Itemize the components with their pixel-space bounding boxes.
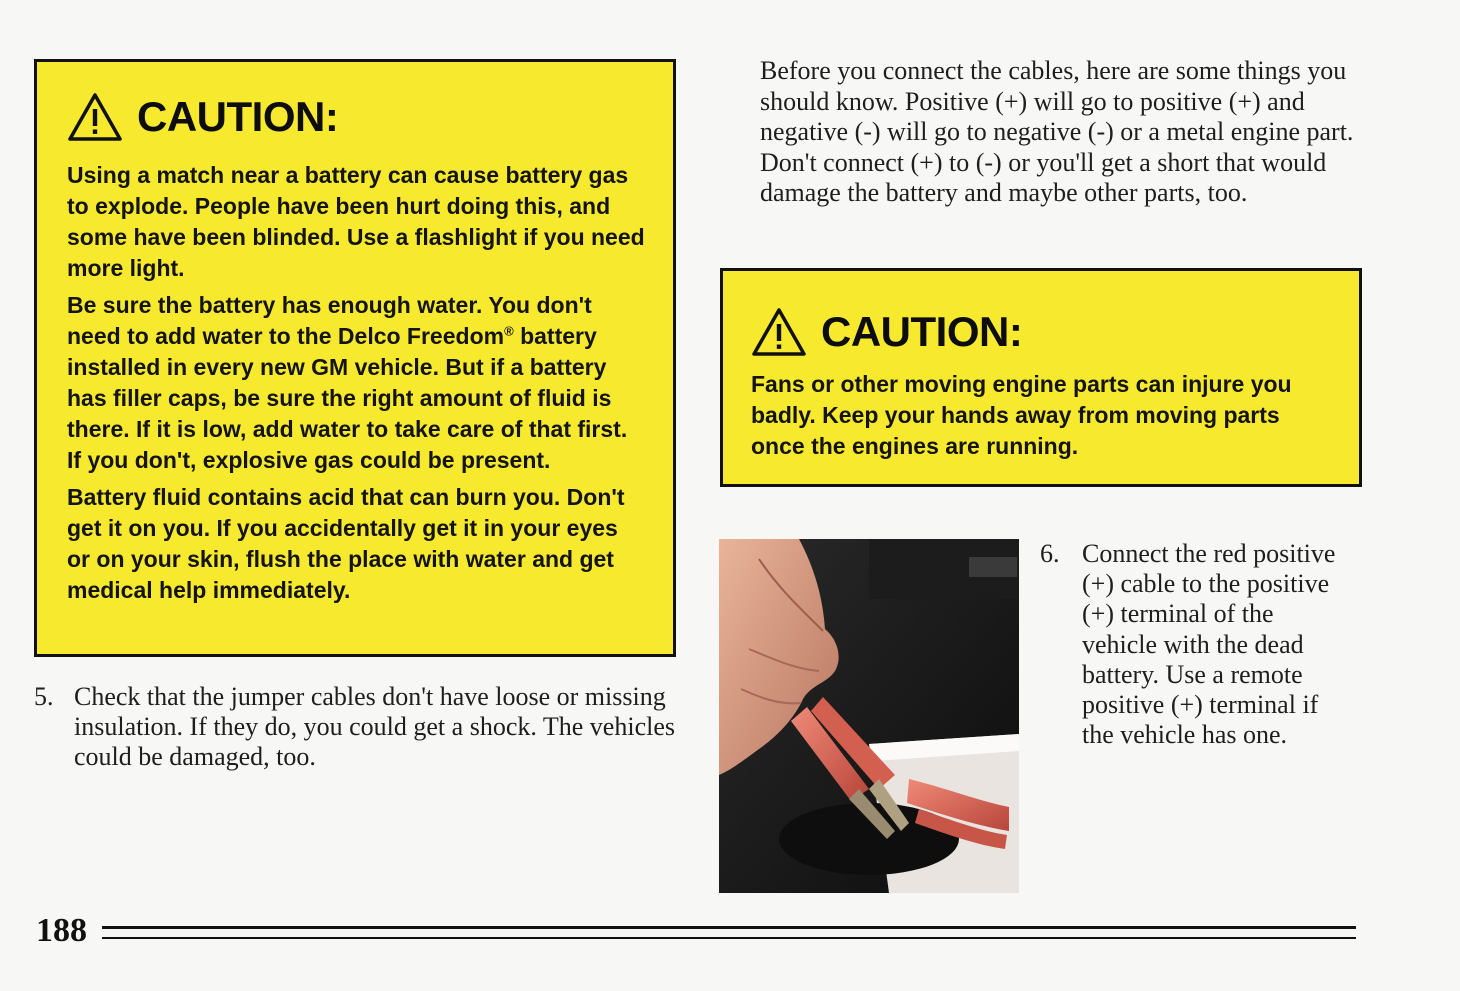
caution-title: CAUTION: (137, 93, 339, 140)
registered-mark: ® (504, 323, 514, 339)
caution-heading (751, 307, 1331, 357)
warning-triangle-icon (751, 307, 807, 357)
step-6 (1040, 539, 1340, 750)
warning-triangle-icon (67, 92, 123, 142)
step-number: 6. (1040, 539, 1060, 568)
footer-rule-top (102, 926, 1356, 929)
step-text: Connect the red positive (+) cable to the positive (+) terminal of the vehicle with the dead battery. Use a remote positive (+) terminal if the vehicle has one. (1082, 539, 1336, 750)
caution-title: CAUTION: (821, 308, 1023, 355)
page-number: 188 (36, 912, 87, 949)
caution-paragraph-water-end: battery installed in every new GM vehicle. But if a battery has filler caps, be sure the right amount of fluid is there. If it is low, add water to take care of that first. If you don't, explosive gas could be present. (67, 323, 628, 473)
step-text: Check that the jumper cables don't have loose or missing insulation. If they do, you could get a shock. The vehicles could be damaged, too. (74, 682, 675, 772)
jumper-cable-photo (719, 539, 1019, 893)
cables-intro-paragraph: Before you connect the cables, here are some things you should know. Positive (+) will go to positive (+) and negative (-) will go to negative (-) or a metal engine part. Don't connect (+) to (-) or you'll get a short that would damage the battery and maybe other parts, too. (760, 56, 1354, 207)
caution-paragraph-fans: Fans or other moving engine parts can injure you badly. Keep your hands away from moving parts once the engines are running. (751, 371, 1292, 459)
caution-paragraph-acid: Battery fluid contains acid that can burn you. Don't get it on you. If you accidentally get it in your eyes or on your skin, flush the place with water and get medical help immediately. (67, 484, 625, 603)
caution-box-battery (34, 59, 676, 657)
step-number: 5. (34, 682, 54, 711)
caution-heading (67, 92, 645, 142)
caution-box-moving-parts (720, 268, 1362, 487)
footer-rule-bottom (102, 937, 1356, 939)
caution-paragraph-water-start: Be sure the battery has enough water. You don't need to add water to the Delco Freedom (67, 292, 592, 349)
step-5 (34, 682, 684, 773)
caution-paragraph-water (67, 290, 645, 476)
caution-paragraph-match: Using a match near a battery can cause battery gas to explode. People have been hurt doing this, and some have been blinded. Use a flashlight if you need more light. (67, 162, 645, 281)
